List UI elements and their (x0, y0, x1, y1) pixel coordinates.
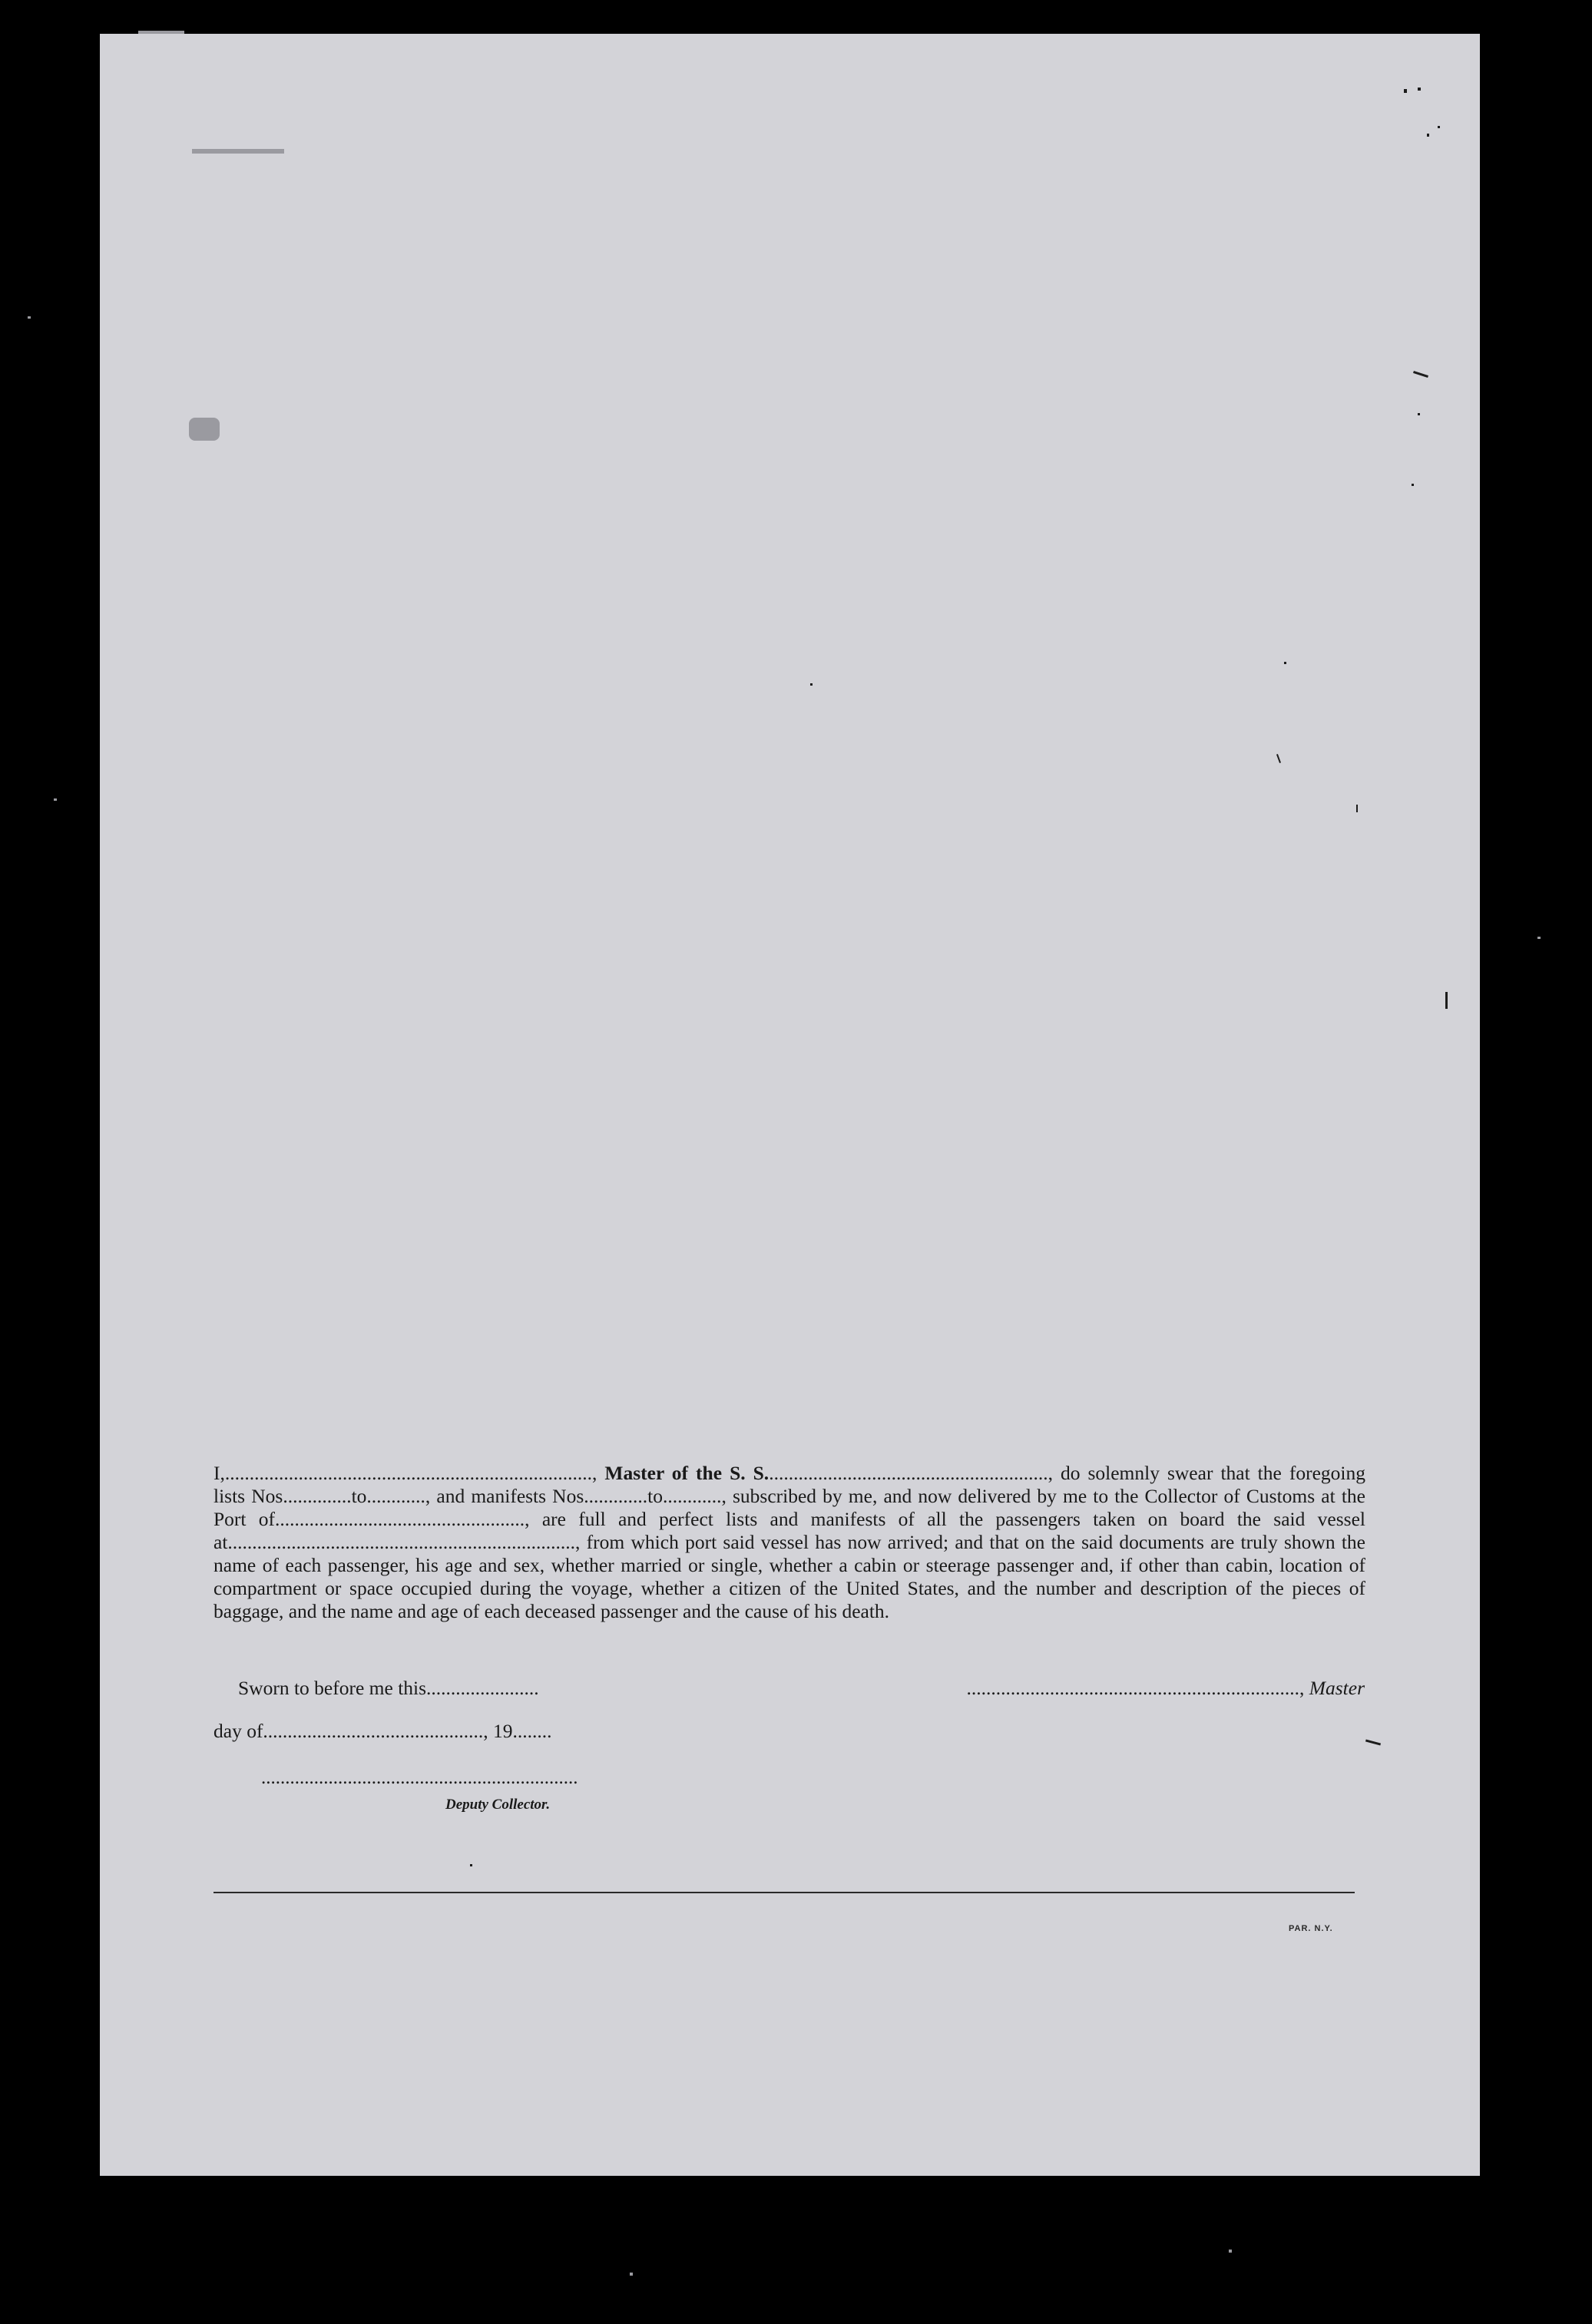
scan-speck (189, 418, 220, 441)
master-label: Master (1309, 1677, 1365, 1699)
border-speck (1229, 2250, 1232, 2253)
scan-speck (1404, 89, 1407, 93)
scan-speck (810, 683, 813, 686)
day-of-line: day of............................................., 19........ (213, 1720, 552, 1742)
scan-speck (1413, 371, 1428, 378)
scan-speck (1427, 134, 1429, 137)
scan-speck (1418, 413, 1420, 415)
deputy-signature-dots: .................................................................. (261, 1767, 578, 1788)
master-oath-paragraph (213, 1462, 1365, 1623)
oath-text-start: I,..........................................................................., (213, 1462, 605, 1484)
bottom-rule (213, 1892, 1355, 1893)
scan-speck (1365, 1739, 1381, 1745)
master-of-ss-label: Master of the S. S. (604, 1462, 770, 1484)
scan-speck (1284, 662, 1286, 664)
scan-speck (1445, 992, 1448, 1009)
scan-speck (1438, 126, 1440, 128)
scan-speck (1418, 88, 1421, 91)
border-speck (28, 316, 31, 319)
border-speck (630, 2273, 633, 2276)
deputy-collector-label: Deputy Collector. (445, 1797, 551, 1813)
scan-speck (1276, 754, 1281, 763)
sworn-before-line: Sworn to before me this....................... (238, 1677, 539, 1699)
scan-speck (1412, 484, 1414, 486)
border-speck (54, 798, 57, 801)
paper-sheet (100, 34, 1480, 2176)
printer-imprint: PAR. N.Y. (1289, 1924, 1333, 1933)
border-speck (138, 31, 184, 34)
border-speck (1537, 937, 1541, 939)
scan-speck (192, 149, 284, 154)
master-signature-line (967, 1677, 1365, 1700)
oath-text-body: ........................................................., do solemnly swear that the foregoing lists Nos..............to............, and manifests Nos.............to............, subscribed by me, and now delivered by me to the Collector of Customs at the Port of..................................................., are full and perfect lists and manifests of all the passengers taken on board the said vessel at......................................................................., from which port said vessel has now arrived; and that on the said documents are truly shown the name of each passenger, his age and sex, whether married or single, whether a cabin or steerage passenger and, if other than cabin, location of compartment or space occupied during the voyage, whether a citizen of the United States, and the number and description of the pieces of baggage, and the name and age of each deceased passenger and the cause of his death. (213, 1462, 1365, 1622)
master-signature-dots: ...................................................................., (966, 1677, 1309, 1699)
scan-speck (1356, 805, 1358, 812)
scan-speck (470, 1864, 472, 1866)
